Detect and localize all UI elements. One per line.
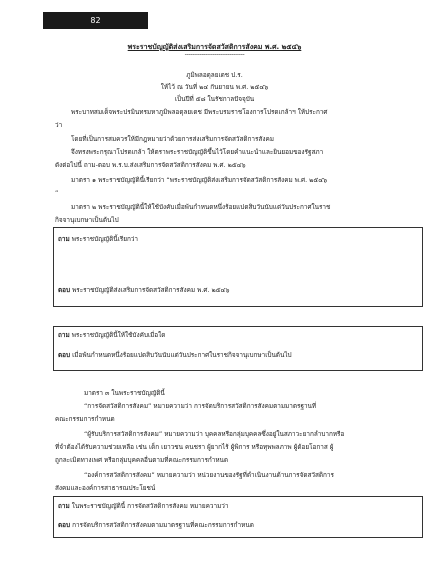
qa-question (58, 235, 138, 243)
question-text: พระราชบัญญัตินี้ให้ใช้บังคับเมื่อใด (69, 331, 166, 339)
definition-welfare-line-1: “การจัดสวัสดิการสังคม” หมายความว่า การจัดบริการสวัสดิการสังคมตามมาตรฐานที่ (84, 402, 317, 410)
definition-recipient-line-1: “ผู้รับบริการสวัสดิการสังคม” หมายความว่า บุคคลหรือกลุ่มบุคคลซึ่งอยู่ในสภาวะยากลำบากหรือ (84, 430, 345, 438)
proclamation-line-1: พระบาทสมเด็จพระปรมินทรมหาภูมิพลอดุลยเดช มีพระบรมราชโองการโปรดเกล้าฯ ให้ประกาศ (71, 108, 328, 116)
section-2-line-2: กิจจานุเบกษาเป็นต้นไป (55, 216, 119, 224)
question-text: พระราชบัญญัตินี้เรียกว่า (69, 235, 139, 243)
proclamation-line-2: ว่า (55, 121, 63, 129)
enactment-line-1: จึงทรงพระกรุณาโปรดเกล้า ให้ตราพระราชบัญญัติขึ้นไว้โดยคำแนะนำและยินยอมของรัฐสภา (71, 148, 324, 156)
definition-welfare-line-2: คณะกรรมการกำหนด (55, 415, 115, 423)
definition-organization-line-2: สังคมและองค์การสาธารณประโยชน์ (55, 484, 156, 492)
question-label: ถาม (58, 235, 70, 243)
section-1-line-1: มาตรา ๑ พระราชบัญญัตินี้เรียกว่า “พระราชบัญญัติส่งเสริมการจัดสวัสดิการสังคม พ.ศ. ๒๕๔๖ (71, 176, 328, 184)
title-separator: -------------------------------- (184, 51, 245, 58)
qa-box-definition (53, 496, 423, 538)
definition-organization-line-1: “องค์การสวัสดิการสังคม” หมายความว่า หน่วยงานของรัฐที่ดำเนินงานด้านการจัดสวัสดิการ (84, 471, 334, 479)
answer-label: ตอบ (58, 286, 71, 294)
answer-text: เมื่อพ้นกำหนดหนึ่งร้อยแปดสิบวันนับแต่วันประกาศในราชกิจจานุเบกษาเป็นต้นไป (70, 351, 292, 359)
qa-question (58, 502, 228, 510)
qa-box-title (53, 227, 423, 307)
qa-answer (58, 286, 229, 294)
answer-label: ตอบ (58, 351, 71, 359)
question-text: ในพระราชบัญญัตินี้ การจัดสวัสดิการสังคม หมายความว่า (69, 502, 229, 510)
definition-recipient-line-2: ที่จำต้องได้รับความช่วยเหลือ เช่น เด็ก เยาวชน คนชรา ผู้ยากไร้ ผู้พิการ หรือทุพพลภาพ ผู้ด้อยโอกาส ผู้ (55, 443, 334, 451)
preamble-reason: โดยที่เป็นการสมควรให้มีกฎหมายว่าด้วยการส่งเสริมการจัดสวัสดิการสังคม (71, 135, 274, 143)
reign-year-line: เป็นปีที่ ๕๘ ในรัชกาลปัจจุบัน (174, 95, 255, 103)
answer-text: การจัดบริการสวัสดิการสังคมตามมาตรฐานที่คณะกรรมการกำหนด (70, 521, 254, 529)
qa-box-effective-date (53, 326, 423, 371)
question-label: ถาม (58, 502, 70, 510)
qa-answer (58, 521, 254, 529)
section-1-line-2: ” (55, 189, 59, 197)
given-date-line: ให้ไว้ ณ วันที่ ๒๔ กันยายน พ.ศ. ๒๕๔๖ (160, 83, 269, 91)
question-label: ถาม (58, 331, 70, 339)
answer-label: ตอบ (58, 521, 71, 529)
royal-signature-line: ภูมิพลอดุลยเดช ป.ร. (186, 71, 243, 79)
section-2-line-1: มาตรา ๒ พระราชบัญญัตินี้ให้ใช้บังคับเมื่อพ้นกำหนดหนึ่งร้อยแปดสิบวันนับแต่วันประกาศในราช (71, 203, 331, 211)
answer-text: พระราชบัญญัติส่งเสริมการจัดสวัสดิการสังคม พ.ศ. ๒๕๔๖ (70, 286, 230, 294)
document-title: พระราชบัญญัติส่งเสริมการจัดสวัสดิการสังคม พ.ศ. ๒๕๔๖ (127, 43, 302, 51)
qa-answer (58, 351, 292, 359)
qa-question (58, 331, 165, 339)
enactment-line-2: ดังต่อไปนี้ ถาม-ตอบ พ.ร.บ.ส่งเสริมการจัดสวัสดิการสังคม พ.ศ. ๒๕๔๖ (55, 161, 246, 169)
page-number-badge: 82 (43, 12, 148, 29)
definition-recipient-line-3: ถูกละเมิดทางเพศ หรือกลุ่มบุคคลอื่นตามที่คณะกรรมการกำหนด (55, 456, 229, 464)
section-3-intro: มาตรา ๓ ในพระราชบัญญัตินี้ (84, 389, 165, 397)
